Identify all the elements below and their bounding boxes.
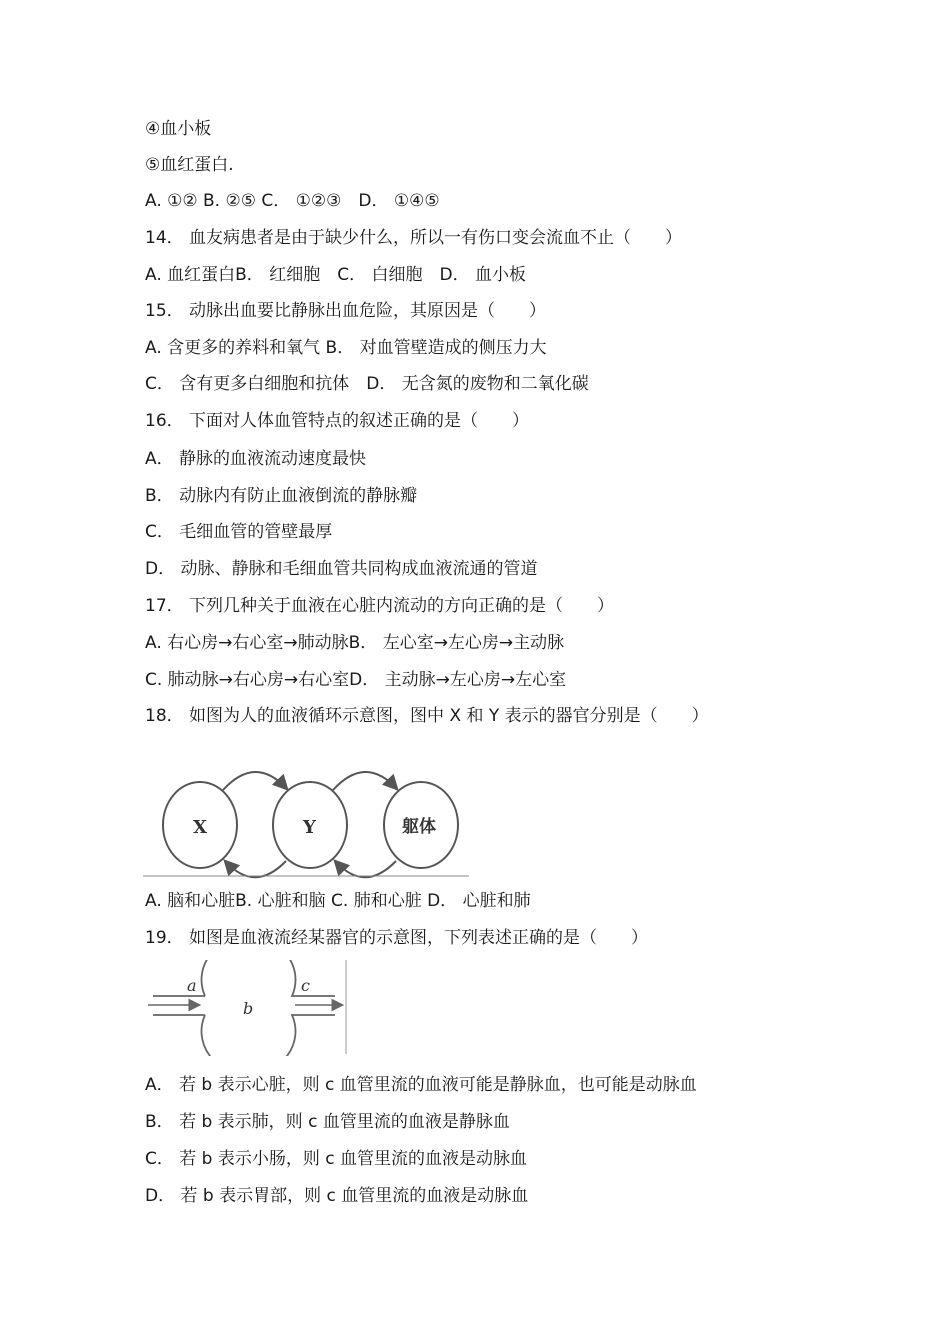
q14-options: A. 血红蛋白B． 红细胞 C． 白细胞 D． 血小板	[145, 265, 526, 285]
label-x: X	[193, 817, 207, 838]
q16-option-b: B． 动脉内有防止血液倒流的静脉瓣	[145, 486, 418, 506]
label-body: 躯体	[402, 817, 436, 837]
prev-options: A. ①② B. ②⑤ C． ①②③ D． ①④⑤	[145, 191, 440, 211]
organ-flow-diagram	[143, 960, 353, 1056]
q15-options-cd: C． 含有更多白细胞和抗体 D． 无含氮的废物和二氧化碳	[145, 374, 589, 394]
q19-option-d: D． 若 b 表示胃部，则 c 血管里流的血液是动脉血	[145, 1186, 529, 1206]
q17-options-cd: C. 肺动脉→右心房→右心室D． 主动脉→左心房→左心室	[145, 670, 567, 690]
arrow-body-to-y-bottom	[336, 861, 396, 877]
q17-options-ab: A. 右心房→右心室→肺动脉B． 左心室→左心房→主动脉	[145, 633, 565, 653]
arrow-y-to-body-top	[333, 772, 396, 790]
q14-stem: 14． 血友病患者是由于缺少什么，所以一有伤口变会流血不止（ ）	[145, 228, 683, 248]
q18-stem: 18． 如图为人的血液循环示意图，图中 X 和 Y 表示的器官分别是（ ）	[145, 706, 709, 726]
q16-stem: 16． 下面对人体血管特点的叙述正确的是（ ）	[145, 411, 530, 431]
circulation-diagram	[143, 755, 473, 880]
q16-option-d: D． 动脉、静脉和毛细血管共同构成血液流通的管道	[145, 559, 538, 579]
label-a: a	[187, 976, 197, 995]
q19-stem: 19． 如图是血液流经某器官的示意图，下列表述正确的是（ ）	[145, 928, 649, 948]
arrow-y-to-x-bottom	[226, 861, 286, 877]
q15-stem: 15． 动脉出血要比静脉出血危险，其原因是（ ）	[145, 301, 547, 321]
q18-options: A. 脑和心脏B. 心脏和脑 C. 肺和心脏 D． 心脏和肺	[145, 891, 531, 911]
q15-options-ab: A. 含更多的养料和氧气 B． 对血管壁造成的侧压力大	[145, 338, 547, 358]
q16-option-a: A． 静脉的血液流动速度最快	[145, 449, 367, 469]
q19-option-b: B． 若 b 表示肺，则 c 血管里流的血液是静脉血	[145, 1112, 510, 1132]
q17-stem: 17． 下列几种关于血液在心脏内流动的方向正确的是（ ）	[145, 596, 615, 616]
q19-option-c: C． 若 b 表示小肠，则 c 血管里流的血液是动脉血	[145, 1149, 528, 1169]
organ-b-outline	[202, 960, 336, 1056]
prev-item-5: ⑤血红蛋白.	[145, 155, 234, 175]
label-b: b	[243, 999, 254, 1018]
prev-item-4: ④血小板	[145, 119, 212, 139]
q16-option-c: C． 毛细血管的管壁最厚	[145, 522, 333, 542]
label-y: Y	[303, 817, 316, 838]
label-c: c	[301, 976, 310, 995]
q19-option-a: A． 若 b 表示心脏，则 c 血管里流的血液可能是静脉血，也可能是动脉血	[145, 1075, 697, 1095]
arrow-x-to-y-top	[223, 772, 286, 790]
